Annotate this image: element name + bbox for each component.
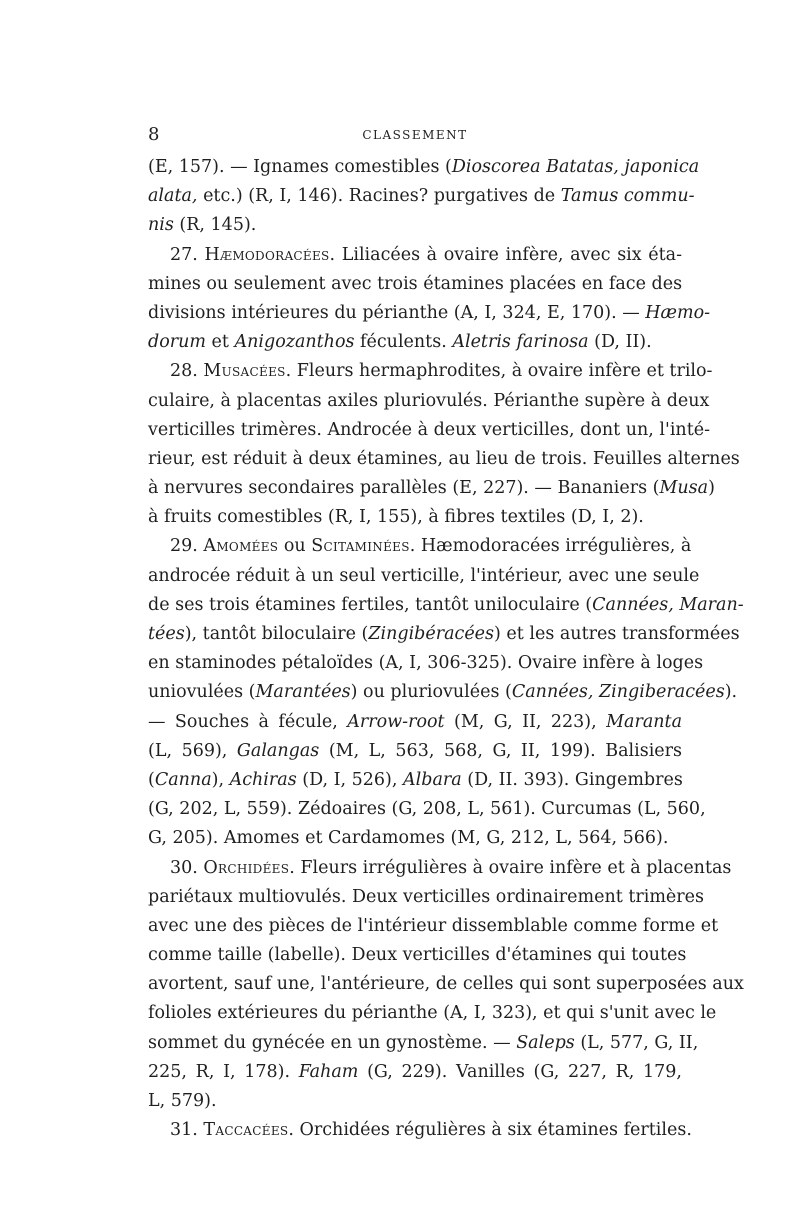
text-run: Hæmo- xyxy=(645,302,711,323)
text-line xyxy=(148,445,740,474)
text-run: . Liliacées à ovaire infère, avec six éta- xyxy=(329,244,682,265)
text-run: Orchidées xyxy=(203,857,290,878)
text-line xyxy=(148,999,717,1028)
text-run: folioles extérieures du périanthe (A, I, 323), et qui s'unit avec le xyxy=(148,1003,717,1024)
text-line xyxy=(148,708,682,737)
text-run: Arrow-root xyxy=(347,711,445,732)
text-run: ) xyxy=(708,478,715,499)
text-run: ) ou pluriovulées ( xyxy=(350,682,512,703)
text-line xyxy=(148,970,744,999)
text-run: culaire, à placentas axiles pluriovulés. Périanthe supère à deux xyxy=(148,390,710,411)
text-run: de ses trois étamines fertiles, tantôt uniloculaire ( xyxy=(148,594,593,615)
text-line xyxy=(148,883,704,912)
text-line xyxy=(148,854,732,883)
text-run: Musacées xyxy=(203,361,286,382)
text-run: divisions intérieures du périanthe (A, I, 324, E, 170). — xyxy=(148,302,646,323)
text-run: (L, 569), xyxy=(148,740,237,761)
text-run: Achiras xyxy=(229,769,297,790)
text-line xyxy=(148,328,682,357)
text-line xyxy=(148,1029,699,1058)
text-run: G, 205). Amomes et Cardamomes (M, G, 212, L, 564, 566). xyxy=(148,828,669,849)
text-line xyxy=(148,591,744,620)
text-run: . Hæmodoracées irrégulières, à xyxy=(409,536,692,557)
text-run: Cannées, Zingiberacées xyxy=(511,682,725,703)
text-run: Aletris farinosa xyxy=(452,332,589,353)
text-run: nis xyxy=(148,215,174,236)
text-run: (R, 145). xyxy=(173,215,257,236)
text-run: Zingibéracées xyxy=(368,624,495,644)
text-line xyxy=(148,241,682,270)
text-line xyxy=(148,153,700,182)
text-run: 29. xyxy=(170,536,204,557)
text-run: (D, II). xyxy=(588,332,652,353)
text-run: 31. xyxy=(170,1120,204,1141)
text-run: mines ou seulement avec trois étamines placées en face des xyxy=(148,273,683,294)
text-run: Albara xyxy=(403,769,462,790)
text-run: uniovulées ( xyxy=(148,682,256,703)
text-run: (M, L, 563, 568, G, II, 199). Balisiers xyxy=(319,740,682,761)
text-line xyxy=(148,562,700,591)
text-run: (E, 157). — Ignames comestibles ( xyxy=(148,157,452,177)
text-run: dorum xyxy=(148,332,206,353)
text-run: à fruits comestibles (R, I, 155), à fibres textiles (D, I, 2). xyxy=(148,507,644,528)
text-run: sommet du gynécée en un gynostème. — xyxy=(148,1032,517,1053)
text-run: Tamus commu- xyxy=(560,186,695,207)
text-line xyxy=(148,182,695,211)
text-line xyxy=(148,678,738,707)
text-run: 225, R, I, 178). xyxy=(148,1061,299,1082)
text-run: Maranta xyxy=(606,711,682,732)
text-line xyxy=(148,824,682,853)
running-head: CLASSEMENT xyxy=(362,128,468,142)
text-line xyxy=(148,503,682,532)
text-line xyxy=(148,620,740,649)
text-run: rieur, est réduit à deux étamines, au lieu de trois. Feuilles alternes xyxy=(148,448,740,469)
text-run: en staminodes pétaloïdes (A, I, 306-325). Ovaire infère à loges xyxy=(148,653,704,674)
text-line xyxy=(148,795,706,824)
text-line xyxy=(148,416,710,445)
text-run: féculents. xyxy=(354,332,453,353)
text-run: ou xyxy=(278,536,312,557)
text-line xyxy=(148,299,711,328)
text-line xyxy=(148,1116,692,1145)
text-line xyxy=(148,941,687,970)
text-run: L, 579). xyxy=(148,1091,217,1111)
page-number: 8 xyxy=(148,124,160,145)
text-run: Musa xyxy=(659,478,709,499)
text-line xyxy=(148,912,719,941)
text-run: . Fleurs irrégulières à ovaire infère et à placentas xyxy=(289,857,732,878)
text-run: Dioscorea Batatas, japonica xyxy=(451,157,700,177)
text-run: ( xyxy=(148,769,155,790)
text-run: avortent, sauf une, l'antérieure, de celles qui sont superposées aux xyxy=(148,974,744,995)
text-line xyxy=(148,357,713,386)
text-line xyxy=(148,1058,682,1087)
text-run: Amomées xyxy=(203,536,279,557)
text-run: à nervures secondaires parallèles (E, 227). — Bananiers ( xyxy=(148,478,660,499)
text-run: Canna xyxy=(154,769,212,790)
text-run: Hæmodoracées xyxy=(204,244,330,265)
text-line xyxy=(148,211,682,240)
text-run: (G, 229). Vanilles (G, 227, R, 179, xyxy=(358,1061,682,1082)
text-run: androcée réduit à un seul verticille, l'intérieur, avec une seule xyxy=(148,565,700,586)
text-run: Cannées, Maran- xyxy=(592,594,744,615)
text-run: Marantées xyxy=(255,682,351,703)
text-line xyxy=(148,737,682,766)
text-line xyxy=(148,270,682,299)
text-run: verticilles trimères. Androcée à deux verticilles, dont un, l'inté- xyxy=(148,419,710,440)
text-run: 27. xyxy=(170,244,205,265)
text-line xyxy=(148,532,692,561)
text-line xyxy=(148,766,682,795)
text-run: ) et les autres transformées xyxy=(494,624,740,644)
text-run: — Souches à fécule, xyxy=(148,711,348,732)
body-text xyxy=(148,153,744,1145)
text-run: Saleps xyxy=(516,1032,575,1053)
text-run: (G, 202, L, 559). Zédoaires (G, 208, L, 561). Curcumas (L, 560, xyxy=(148,799,706,820)
text-run: tées xyxy=(148,624,185,644)
text-run: et xyxy=(205,332,235,353)
text-run: alata, xyxy=(148,186,198,207)
text-line xyxy=(148,387,710,416)
text-run: Faham xyxy=(298,1061,359,1082)
text-run: (M, G, II, 223), xyxy=(444,711,607,732)
text-run: pariétaux multiovulés. Deux verticilles ordinairement trimères xyxy=(148,886,704,907)
text-run: avec une des pièces de l'intérieur dissemblable comme forme et xyxy=(148,915,719,936)
text-run: (D, II. 393). Gingembres xyxy=(461,769,683,790)
text-run: Galangas xyxy=(236,740,320,761)
text-run: . Orchidées régulières à six étamines fertiles. xyxy=(288,1120,692,1141)
text-run: 28. xyxy=(170,361,204,382)
text-line xyxy=(148,649,704,678)
text-run: Taccacées xyxy=(203,1120,289,1141)
page-header xyxy=(148,124,682,148)
text-run: Scitaminées xyxy=(311,536,410,557)
text-run: (D, I, 526), xyxy=(296,769,404,790)
text-run: Anigozanthos xyxy=(234,332,355,353)
text-run: ), tantôt biloculaire ( xyxy=(184,624,369,644)
text-run: etc.) (R, I, 146). Racines? purgatives de xyxy=(197,186,561,207)
text-run: ), xyxy=(211,769,230,790)
text-line xyxy=(148,1087,682,1116)
text-run: . Fleurs hermaphrodites, à ovaire infère et trilo- xyxy=(285,361,713,382)
text-run: comme taille (labelle). Deux verticilles d'étamines qui toutes xyxy=(148,945,687,966)
text-line xyxy=(148,474,715,503)
text-run: (L, 577, G, II, xyxy=(574,1032,699,1053)
text-run: ). xyxy=(724,682,738,703)
text-run: 30. xyxy=(170,857,204,878)
